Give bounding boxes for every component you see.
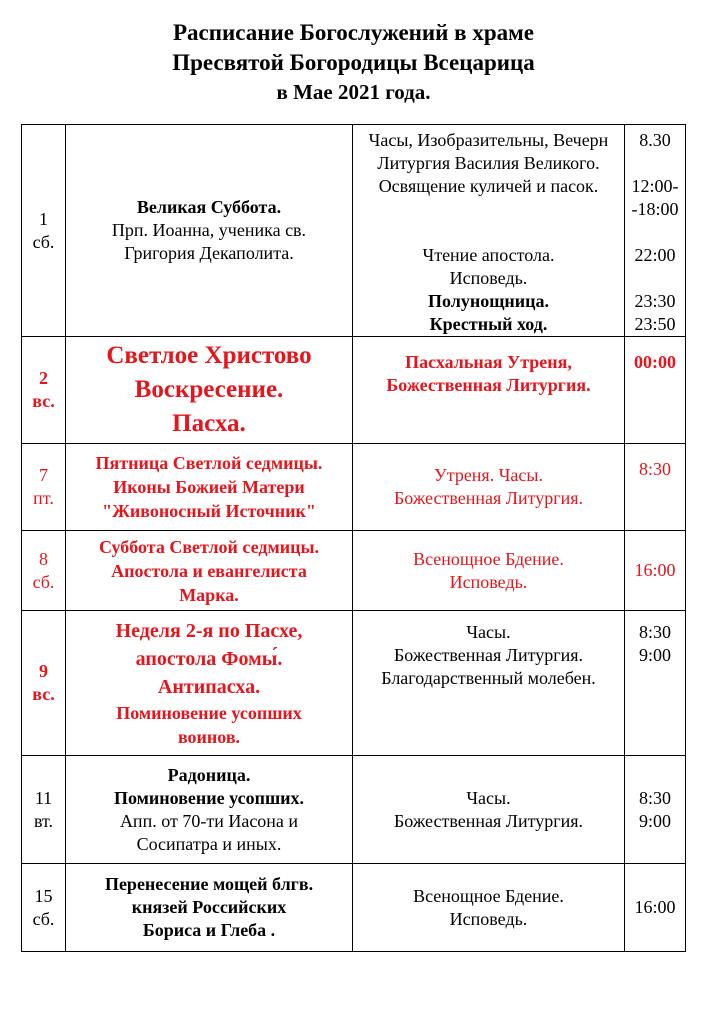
time-value: 12:00-	[631, 176, 679, 196]
time-value: 22:00	[634, 245, 676, 265]
service-line: Исповедь.	[449, 908, 528, 929]
day-cell	[22, 444, 66, 531]
service-line: Всенощное Бдение.	[413, 548, 564, 569]
feast-line: Апостола и евангелиста	[111, 560, 307, 581]
feast-cell	[66, 531, 353, 611]
weekday: сб.	[32, 231, 55, 252]
day-cell	[22, 125, 66, 337]
time-cell	[625, 756, 686, 864]
day-number: 2	[39, 368, 48, 388]
day-cell	[22, 611, 66, 756]
time-value: 23:50	[634, 314, 676, 334]
feast-cell	[66, 337, 353, 444]
schedule-table	[21, 124, 686, 952]
feast-line: Великая Суббота.	[136, 197, 282, 217]
feast-line: Перенесение мощей блгв.	[104, 874, 314, 894]
service-line: Утреня. Часы.	[433, 465, 543, 485]
service-cell	[353, 531, 625, 611]
weekday: сб.	[32, 571, 55, 592]
feast-line: Григория Декаполита.	[124, 243, 294, 263]
service-line: Литургия Василия Великого.	[377, 153, 600, 173]
feast-cell	[66, 444, 353, 531]
feast-cell	[66, 125, 353, 337]
table-row	[22, 125, 686, 337]
service-cell	[353, 864, 625, 952]
feast-line: Поминовение усопших	[116, 703, 302, 723]
feast-line: Радоница.	[167, 764, 251, 785]
service-line: Божественная Литургия.	[393, 645, 584, 665]
weekday: пт.	[33, 488, 54, 508]
feast-cell	[66, 756, 353, 864]
day-number: 9	[39, 661, 48, 681]
feast-line: Воскресение.	[134, 376, 284, 403]
feast-cell	[66, 864, 353, 952]
service-cell	[353, 611, 625, 756]
weekday: вт.	[33, 810, 54, 831]
time-cell	[625, 611, 686, 756]
time-cell	[625, 337, 686, 444]
service-line: Часы.	[466, 622, 511, 642]
day-number: 11	[34, 787, 53, 808]
service-line: Пасхальная Утреня,	[405, 352, 572, 372]
service-line: Исповедь.	[449, 571, 528, 592]
day-cell	[22, 756, 66, 864]
service-line: Освящение куличей и пасок.	[378, 176, 599, 196]
time-value: 16:00	[634, 560, 676, 580]
time-value: 8.30	[639, 130, 671, 150]
day-number: 1	[39, 208, 48, 229]
day-cell	[22, 337, 66, 444]
feast-line: Неделя 2-я по Пасхе,	[115, 620, 303, 642]
time-spacer	[627, 221, 683, 244]
time-value: 16:00	[634, 897, 676, 917]
table-row	[22, 756, 686, 864]
service-line: Полунощница.	[427, 291, 550, 311]
time-cell	[625, 531, 686, 611]
table-row	[22, 444, 686, 531]
table-row	[22, 864, 686, 952]
time-cell	[625, 864, 686, 952]
time-value: 9:00	[638, 645, 671, 665]
feast-line: Антипасха.	[157, 676, 261, 698]
time-spacer	[627, 152, 683, 175]
feast-line: Апп. от 70-ти Иасона и	[119, 810, 299, 831]
feast-line: Марка.	[179, 584, 239, 605]
time-value: -18:00	[631, 199, 679, 219]
feast-line: Прп. Иоанна, ученика св.	[111, 220, 307, 240]
page-title	[0, 18, 707, 106]
service-spacer	[355, 221, 622, 244]
weekday: сб.	[32, 908, 55, 929]
service-cell	[353, 756, 625, 864]
feast-line: "Живоносный Источник"	[102, 501, 316, 521]
weekday: вс.	[32, 684, 55, 704]
time-cell	[625, 444, 686, 531]
feast-line: Пятница Светлой седмицы.	[95, 453, 323, 473]
time-value: 9:00	[638, 810, 671, 831]
service-line: Исповедь.	[449, 268, 528, 288]
feast-line: апостола Фомы́.	[135, 648, 283, 670]
service-line: Чтение апостола.	[422, 245, 555, 265]
feast-line: Пасха.	[172, 410, 246, 437]
day-number: 15	[34, 885, 53, 906]
feast-line: Суббота Светлой седмицы.	[98, 536, 320, 557]
table-row	[22, 337, 686, 444]
feast-line: Бориса и Глеба .	[142, 920, 276, 940]
day-cell	[22, 531, 66, 611]
service-cell	[353, 337, 625, 444]
table-row	[22, 531, 686, 611]
title-line-1: Расписание Богослужений в храме	[172, 20, 535, 45]
service-line: Благодарственный молебен.	[381, 668, 596, 688]
day-number: 7	[39, 465, 48, 485]
feast-line: князей Российских	[131, 897, 287, 917]
time-value: 23:30	[634, 291, 676, 311]
time-cell	[625, 125, 686, 337]
title-line-2: Пресвятой Богородицы Всецарица	[172, 50, 535, 75]
time-spacer	[627, 267, 683, 290]
time-value: 8:30	[638, 622, 671, 642]
time-value: 8:30	[638, 459, 671, 479]
feast-line: воинов.	[177, 727, 241, 747]
feast-line: Светлое Христово	[106, 342, 312, 369]
day-number: 8	[39, 548, 48, 569]
service-cell	[353, 125, 625, 337]
service-line: Всенощное Бдение.	[413, 885, 564, 906]
feast-line: Сосипатра и иных.	[136, 833, 282, 854]
service-cell	[353, 444, 625, 531]
title-line-3: в Мае 2021 года.	[276, 80, 431, 104]
feast-cell	[66, 611, 353, 756]
feast-line: Иконы Божией Матери	[113, 477, 305, 497]
service-line: Часы, Изобразительны, Вечерн	[368, 130, 609, 150]
service-spacer	[355, 198, 622, 221]
service-line: Божественная Литургия.	[393, 810, 584, 831]
time-value: 8:30	[638, 787, 671, 808]
feast-line: Поминовение усопших.	[113, 787, 305, 808]
weekday: вс.	[32, 391, 55, 411]
service-line: Часы.	[466, 787, 511, 808]
table-row	[22, 611, 686, 756]
time-value: 00:00	[634, 352, 676, 372]
day-cell	[22, 864, 66, 952]
service-line: Божественная Литургия.	[393, 488, 584, 508]
service-line: Крестный ход.	[429, 314, 548, 334]
service-line: Божественная Литургия.	[386, 375, 591, 395]
